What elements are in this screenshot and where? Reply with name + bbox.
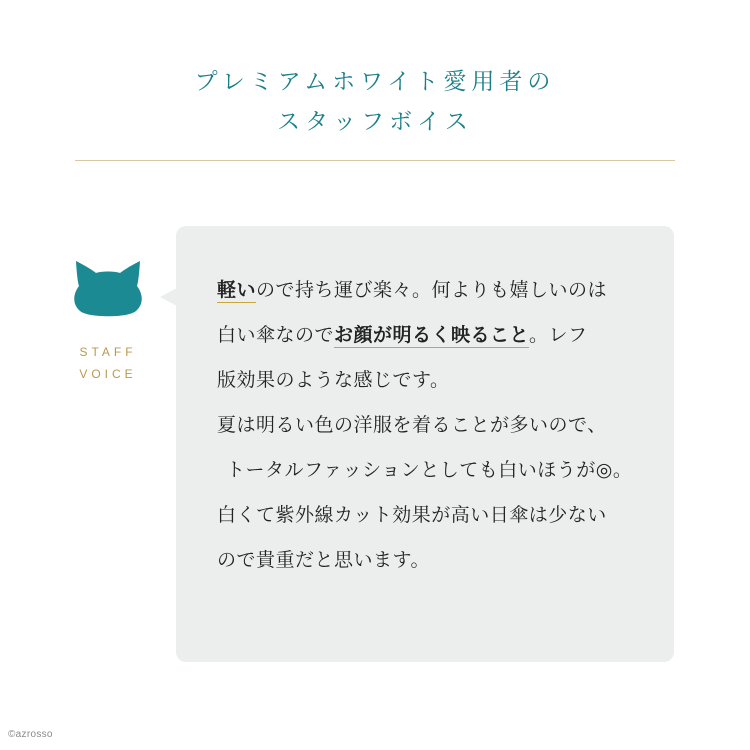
staff-voice-line-1: STAFF <box>79 345 137 359</box>
copyright-credit: ©azrosso <box>8 729 53 740</box>
page-title <box>0 62 750 142</box>
staff-voice-label <box>63 341 153 385</box>
text-segment: 夏は明るい色の洋服を着ることが多いので、 <box>217 415 607 436</box>
testimonial-line <box>217 493 662 538</box>
testimonial-line <box>217 538 662 583</box>
testimonial-line <box>217 448 662 493</box>
staff-voice-line-2: VOICE <box>79 367 137 381</box>
cat-head-icon <box>63 258 153 325</box>
testimonial-line <box>217 403 662 448</box>
highlight-phrase: お顔が明るく映ること <box>334 325 530 346</box>
text-segment: 。レフ <box>529 325 588 346</box>
text-segment: ので貴重だと思います。 <box>217 550 430 571</box>
highlight-phrase: 軽い <box>217 280 257 301</box>
testimonial-line <box>217 358 662 403</box>
page-title-line-1: プレミアムホワイト愛用者の <box>194 69 556 94</box>
page-title-line-2: スタッフボイス <box>277 109 473 134</box>
text-segment: 白い傘なので <box>217 325 335 346</box>
text-segment: ので持ち運び楽々。何よりも嬉しいのは <box>256 280 608 301</box>
text-segment: 白くて紫外線カット効果が高い日傘は少ない <box>217 505 607 526</box>
bubble-pointer <box>160 288 177 306</box>
text-segment: トータルファッションとしても白いほうが◎。 <box>226 460 633 481</box>
staff-badge <box>63 258 153 385</box>
title-divider <box>75 160 675 161</box>
testimonial-line <box>217 268 662 313</box>
testimonial-text <box>217 268 662 583</box>
testimonial-line <box>217 313 662 358</box>
text-segment: 版効果のような感じです。 <box>217 370 450 391</box>
